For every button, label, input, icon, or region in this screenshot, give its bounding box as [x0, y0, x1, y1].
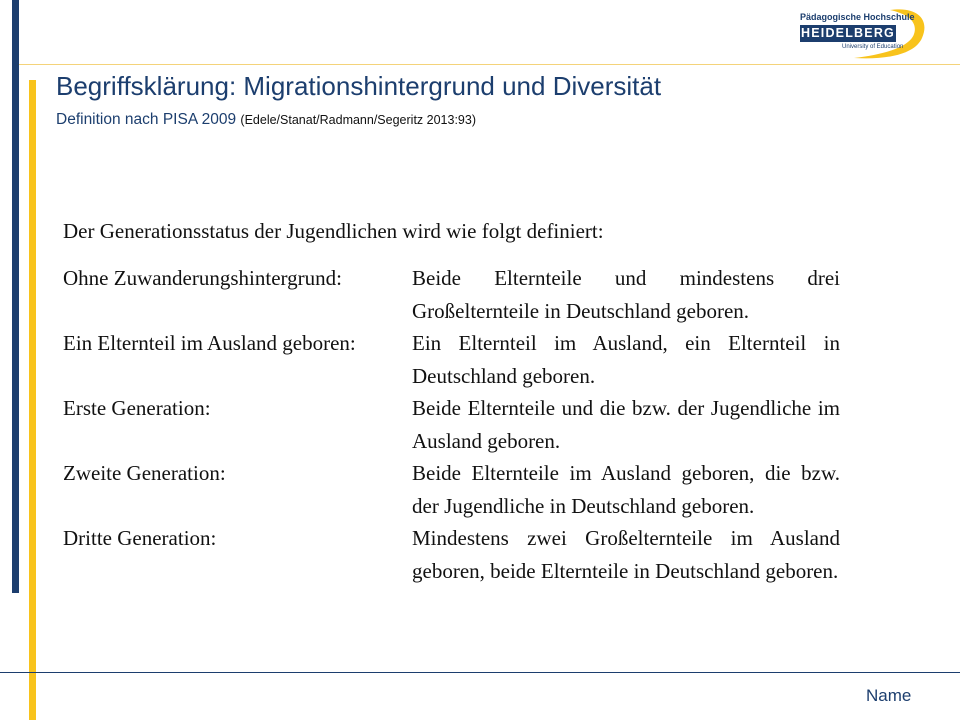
list-item — [63, 262, 843, 327]
excerpt-heading: Der Generationsstatus der Jugendlichen wird wie folgt definiert: — [63, 219, 604, 243]
generation-definition: Beide Elternteile im Ausland geboren, die bzw. der Jugendliche in Deutschland geboren. — [412, 461, 840, 518]
header-divider — [19, 64, 960, 65]
generation-definition: Beide Elternteile und die bzw. der Jugendliche im Ausland geboren. — [412, 396, 840, 453]
generation-status-list — [63, 262, 843, 587]
university-logo — [790, 4, 930, 62]
list-item — [63, 327, 843, 392]
citation: (Edele/Stanat/Radmann/Segeritz 2013:93) — [240, 113, 476, 127]
slide-subtitle — [56, 111, 476, 129]
generation-term: Zweite Generation: — [63, 461, 226, 485]
list-item — [63, 522, 843, 587]
generation-definition: Beide Elternteile und mindestens drei Großelternteile in Deutschland geboren. — [412, 266, 840, 323]
list-item — [63, 457, 843, 522]
definition-excerpt — [63, 214, 843, 587]
slide-title: Begriffsklärung: Migrationshintergrund und Diversität — [56, 71, 662, 101]
generation-definition: Mindestens zwei Großelternteile im Ausland geboren, beide Elternteile in Deutschland geboren. — [412, 526, 840, 583]
logo-main-text: HEIDELBERG — [801, 26, 895, 40]
footer-name: Name — [866, 686, 912, 705]
list-item — [63, 392, 843, 457]
gold-accent-bar — [29, 80, 36, 720]
generation-definition: Ein Elternteil im Ausland, ein Elternteil in Deutschland geboren. — [412, 331, 840, 388]
navy-accent-bar — [12, 0, 19, 593]
generation-term: Erste Generation: — [63, 396, 211, 420]
generation-term: Dritte Generation: — [63, 526, 217, 550]
subtitle-text: Definition nach PISA 2009 — [56, 111, 237, 128]
generation-term: Ein Elternteil im Ausland geboren: — [63, 331, 356, 355]
logo-sub-text: University of Education — [842, 44, 904, 50]
footer-divider — [0, 672, 960, 673]
generation-term: Ohne Zuwanderungshintergrund: — [63, 266, 342, 290]
logo-top-text: Pädagogische Hochschule — [800, 12, 915, 22]
